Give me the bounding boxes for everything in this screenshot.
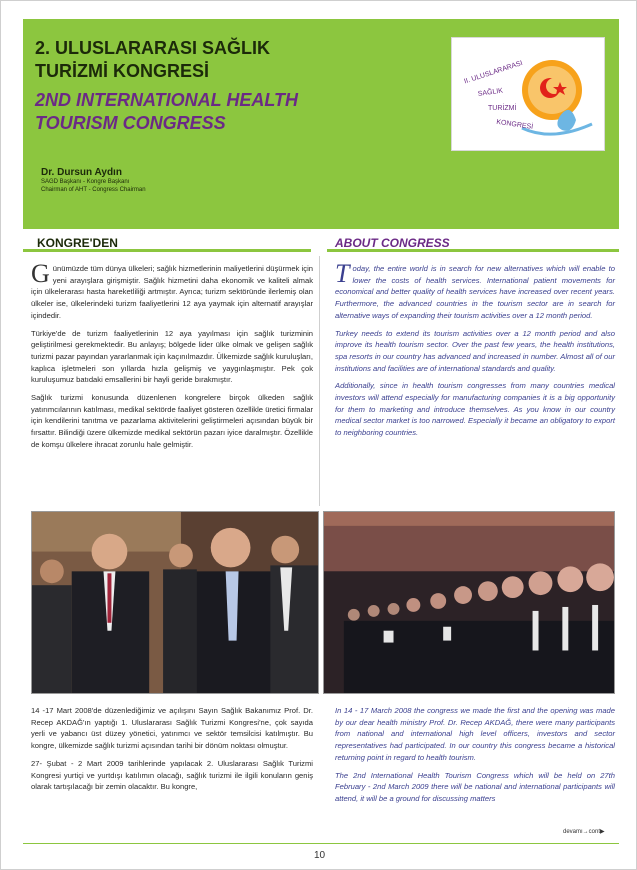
footer-rule [23, 843, 619, 844]
photo-audience-image [324, 512, 614, 693]
continue-marker: devamı→cont▶ [563, 829, 605, 835]
congress-logo-icon [452, 38, 606, 152]
right-paragraph-3: Additionally, since in health tourism congresses from many countries medical investors will attend especially for manufacturing companies it is a big opportunity for them to marketing and introduce themselves. As you know in our country medical sector market is too narrowed. Especially it became an obligatory to export to neighboring countries. [335, 381, 615, 438]
column-divider [319, 256, 320, 506]
right-paragraph-5: The 2nd International Health Tourism Congress which will be held on 27th February - 2nd March 2009 there will be national and international participants will attend, it will be a ground for discussing matters [335, 770, 615, 803]
left-paragraph-2: Türkiye'de de turizm faaliyetlerinin 12 aya yayılması için sağlık turizminin geliştirilmesi gerekmektedir. Bu anlayış; bölgede lider ülke olmak ve gelişen sağlık turizmi pazar payından yararlanmak için kaçınılmazdır. Ülkemizde sağlık kuruluşları, kaplıca işletmeleri son yıllarda hızla gelişmiş ve yaygınlaşmıştır. Pek çok kuruluşumuz batıdaki emsallerini bir hayli geride bırakmıştır. [31, 328, 313, 385]
logo-text-line2: SAĞLIK [477, 87, 504, 98]
congress-logo [451, 37, 605, 151]
kongreden-heading: KONGRE'DEN [37, 236, 118, 250]
page-number: 10 [313, 850, 326, 861]
left-column-lower [31, 705, 313, 799]
right-column-lower [335, 705, 615, 811]
right-paragraph-4: In 14 - 17 March 2008 the congress we made the first and the opening was made by our dear health ministry Prof. Dr. Recep AKDAĞ, there were many participants from national and international high level officers, investors and sector representatives had participated. In our country this congress became a historical returning point in regard to health tourism. [335, 706, 615, 762]
logo-text-line3: TURİZMİ [488, 105, 517, 112]
photo-officials-walking [31, 511, 319, 694]
left-dropcap: G [31, 259, 50, 288]
title-turkish [35, 37, 415, 83]
author-name: Dr. Dursun Aydın [41, 167, 122, 178]
left-paragraph-1 [31, 259, 313, 322]
author-role-tr: SAGD Başkanı - Kongre Başkanı [41, 179, 130, 185]
title-english [35, 89, 435, 135]
left-p1-text: ünümüzde tüm dünya ülkeleri; sağlık hizmetlerinin maliyetlerini düşürmek için yeni arayışlara girişmiştir. Sağlık hizmetini daha ekonomik ve kaliteli almak için ülkelerarası hasta hareketliliği artmıştır. Ayrıca; turizm sektöründe ilerlemiş olan ülkeler ise, ülkelerindeki turizm faaliyetlerini 12 aya yaymak için alternatif arayışlar içindedir. [31, 264, 313, 320]
section-heading-right [327, 232, 619, 252]
left-paragraph-3: Sağlık turizmi konusunda düzenlenen kongrelere birçok ülkeden sağlık yatırımcılarının katılması, medikal sektörde faaliyet gösteren özellikle üretici firmalar için kendilerini tanıtma ve pazarlama aktivitelerini geliştirmeleri açısından büyük bir fırsattır. Bilindiği üzere ülkemizde medikal sektörün pazarı iyice daralmıştır. Özellikle de komşu ülkelere ihracat zorunlu hale gelmiştir. [31, 393, 313, 449]
right-dropcap: T [335, 259, 350, 288]
left-column-upper [31, 259, 313, 457]
logo-text-line4: KONGRESİ [495, 118, 534, 131]
left-paragraph-4: 14 -17 Mart 2008'de düzenlediğimiz ve açılışını Sayın Sağlık Bakanımız Prof. Dr. Recep AKDAĞ'ın yaptığı 1. Uluslararası Sağlık Turizmi Kongresi'ne, çok sayıda yerli ve yabancı üst düzey yönetici, yatırımcı ve sektör temsilcisi katılmıştır. Bu kongre, ülkemizde sağlık turizmi açısından tarihi bir dönüm noktası olmuştur. [31, 706, 313, 751]
right-paragraph-1 [335, 259, 615, 322]
header-banner [23, 19, 619, 229]
title-tr-line1: 2. ULUSLARARASI SAĞLIK [35, 38, 271, 58]
right-column-upper [335, 259, 615, 445]
title-tr-line2: TURİZMİ KONGRESİ [35, 61, 209, 81]
logo-text-line1: II. ULUSLARARASI [463, 59, 524, 86]
photo-audience-standing [323, 511, 615, 694]
section-heading-left [23, 232, 311, 252]
right-p1-text: oday, the entire world is in search for new alternatives which will enable to lower the costs of health services. International patient movements for economical and better quality of health services have increased over recent years. Furthermore, the advanced countries in the tourism sector are in search for alternative ways of expanding their tourism activities over a 12 month period. [335, 264, 615, 320]
title-en-line1: 2ND INTERNATIONAL HEALTH [35, 90, 298, 110]
author-block [41, 167, 146, 194]
left-paragraph-5: 27- Şubat - 2 Mart 2009 tarihlerinde yapılacak 2. Uluslararası Sağlık Turizmi Kongresi yurtiçi ve yurtdışı katılımın olacağı, sağlık turizmi ile ilgili konuların geniş olarak tartışılacağı bir zemin olacaktır. Bu kongre, [31, 758, 313, 792]
right-paragraph-2: Turkey needs to extend its tourism activities over a 12 month period and also improve its health tourism sector. Over the past few years, the health institutions, spa resorts in our country has advanced and increased in number. Almost all of our institutions and facilities are of international standards and quality. [335, 328, 615, 373]
about-congress-heading: ABOUT CONGRESS [335, 236, 450, 250]
photo-officials-image [32, 512, 318, 693]
author-role-en: Chairman of AHT - Congress Chairman [41, 187, 146, 193]
title-en-line2: TOURISM CONGRESS [35, 113, 226, 133]
